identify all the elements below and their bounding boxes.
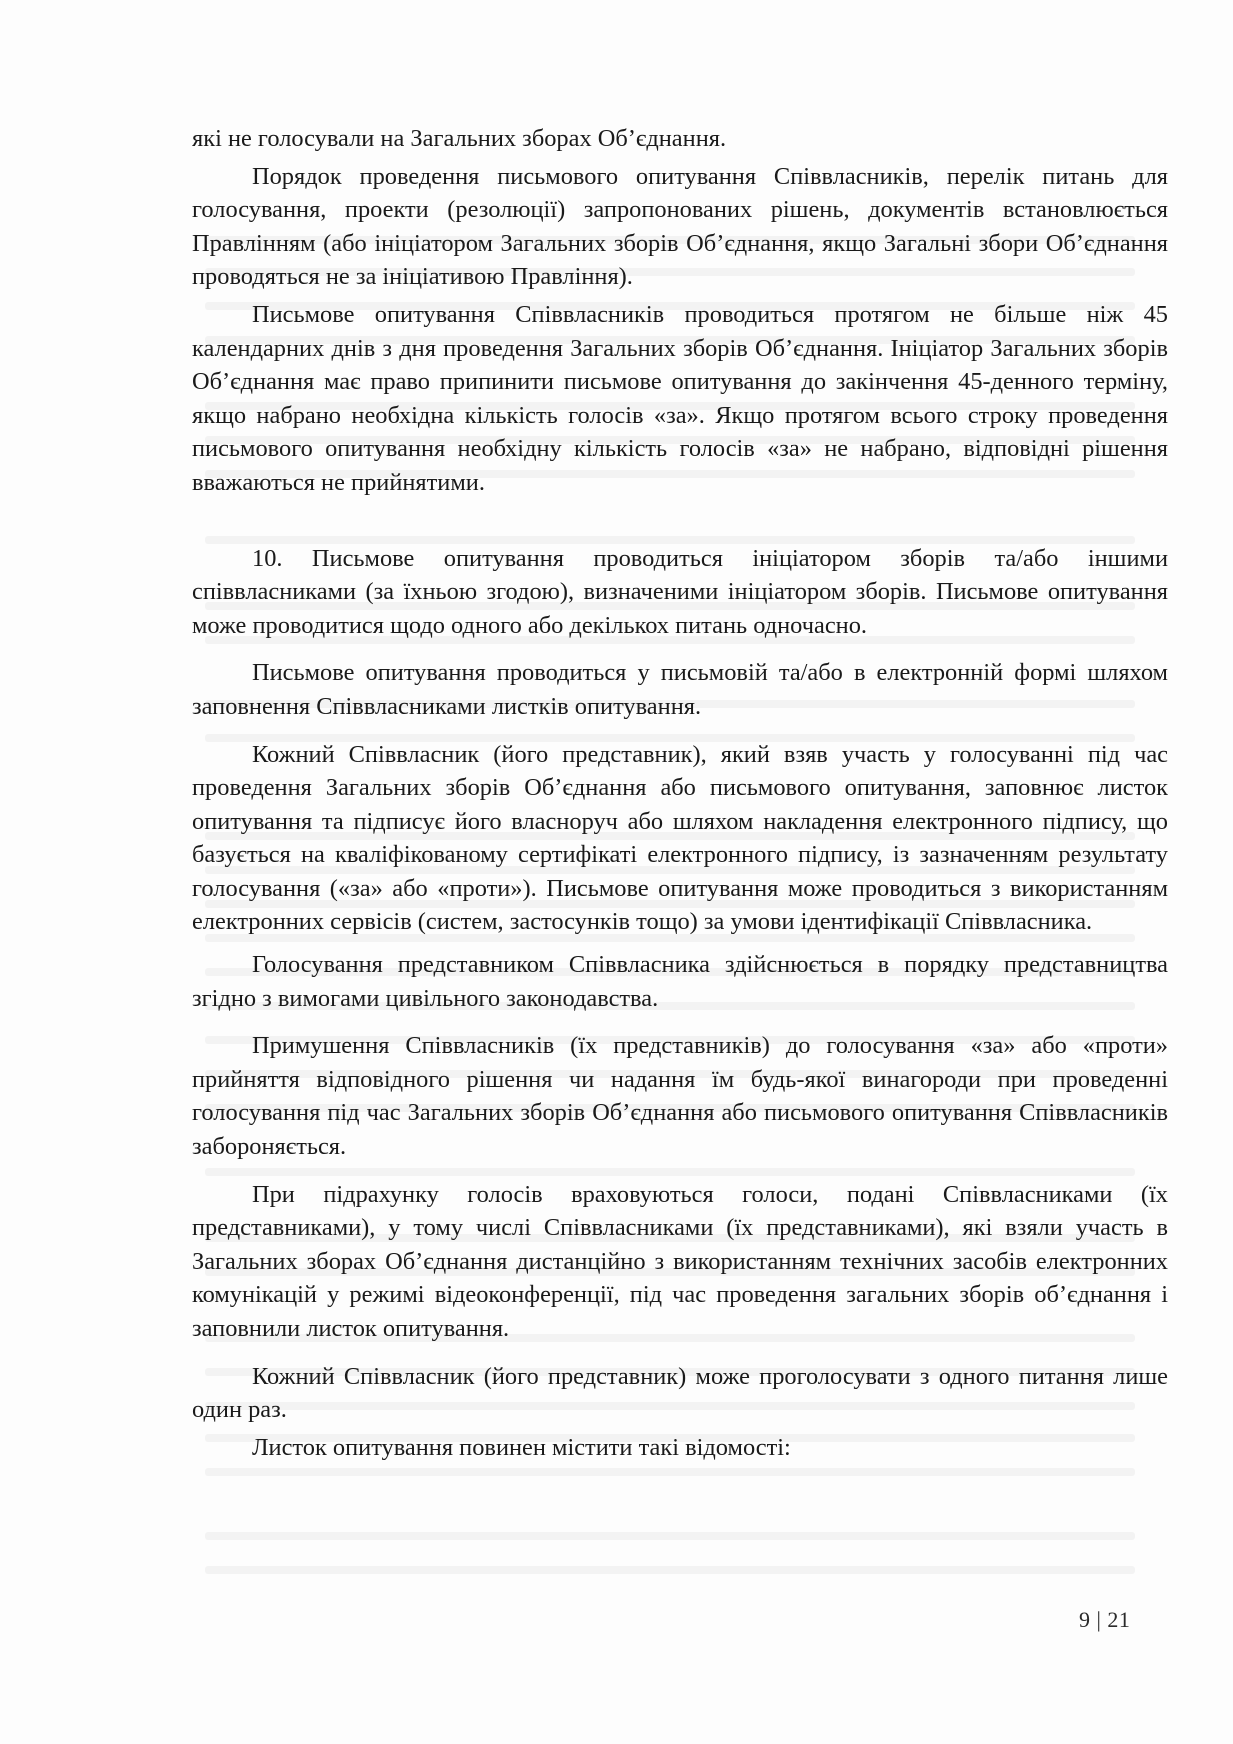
paragraph-survey-form: Письмове опитування проводиться у письмовій та/або в електронній формі шляхом заповнення Співвласниками листків опитування. <box>192 659 1168 720</box>
page-number: 9 | 21 <box>1079 1607 1131 1632</box>
paragraph-item-10: 10. Письмове опитування проводиться ініціатором зборів та/або іншими співвласниками (за їхньою згодою), визначеними ініціатором зборів. Письмове опитування може проводитися щодо одного або декількох питань одночасно. <box>192 544 1168 639</box>
paragraph-coercion-prohibited: Примушення Співвласників (їх представників) до голосування «за» або «проти» прийняття відповідного рішення чи надання їм будь-якої винагороди при проведенні голосування під час Загальних зборів Об’єднання або письмового опитування Співвласників забороняється. <box>192 1032 1168 1161</box>
paragraph-survey-procedure: Порядок проведення письмового опитування Співвласників, перелік питань для голосування, проекти (резолюції) запропонованих рішень, документів встановлюється Правлінням (або ініціатором Загальних зборів Об’єднання, якщо Загальні збори Об’єднання проводяться не за ініціативою Правління). <box>192 162 1168 291</box>
paragraph-single-vote: Кожний Співвласник (його представник) може проголосувати з одного питання лише один раз. <box>192 1362 1168 1424</box>
document-body <box>192 122 1168 1464</box>
paragraph-vote-counting: При підрахунку голосів враховуються голоси, подані Співвласниками (їх представниками), у тому числі Співвласниками (їх представниками), які взяли участь в Загальних зборах Об’єднання дистанційно з використанням технічних засобів електронних комунікацій у режимі відеоконференції, під час проведення загальних зборів об’єднання і заповнили листок опитування. <box>192 1180 1168 1342</box>
paragraph-representative-voting: Голосування представником Співвласника здійснюється в порядку представництва згідно з вимогами цивільного законодавства. <box>192 951 1168 1012</box>
paragraph-survey-duration: Письмове опитування Співвласників проводиться протягом не більше ніж 45 календарних днів з дня проведення Загальних зборів Об’єднання. Ініціатор Загальних зборів Об’єднання має право припинити письмове опитування до закінчення 45-денного терміну, якщо набрано необхідна кількість голосів «за». Якщо протягом всього строку проведення письмового опитування необхідну кількість голосів «за» не набрано, відповідні рішення вважаються не прийнятими. <box>192 300 1168 496</box>
paragraph-continuation: які не голосували на Загальних зборах Об’єднання. <box>192 125 727 152</box>
paragraph-co-owner-ballot: Кожний Співвласник (його представник), який взяв участь у голосуванні під час проведення Загальних зборів Об’єднання або письмового опитування, заповнює листок опитування та підписує його власноруч або шляхом накладення електронного підпису, що базується на кваліфікованому сертифікаті електронного підпису, із зазначенням результату голосування («за» або «проти»). Письмове опитування може проводиться з використанням електронних сервісів (систем, застосунків тощо) за умови ідентифікації Співвласника. <box>192 740 1168 936</box>
paragraph-ballot-contents: Листок опитування повинен містити такі відомості: <box>252 1433 791 1461</box>
